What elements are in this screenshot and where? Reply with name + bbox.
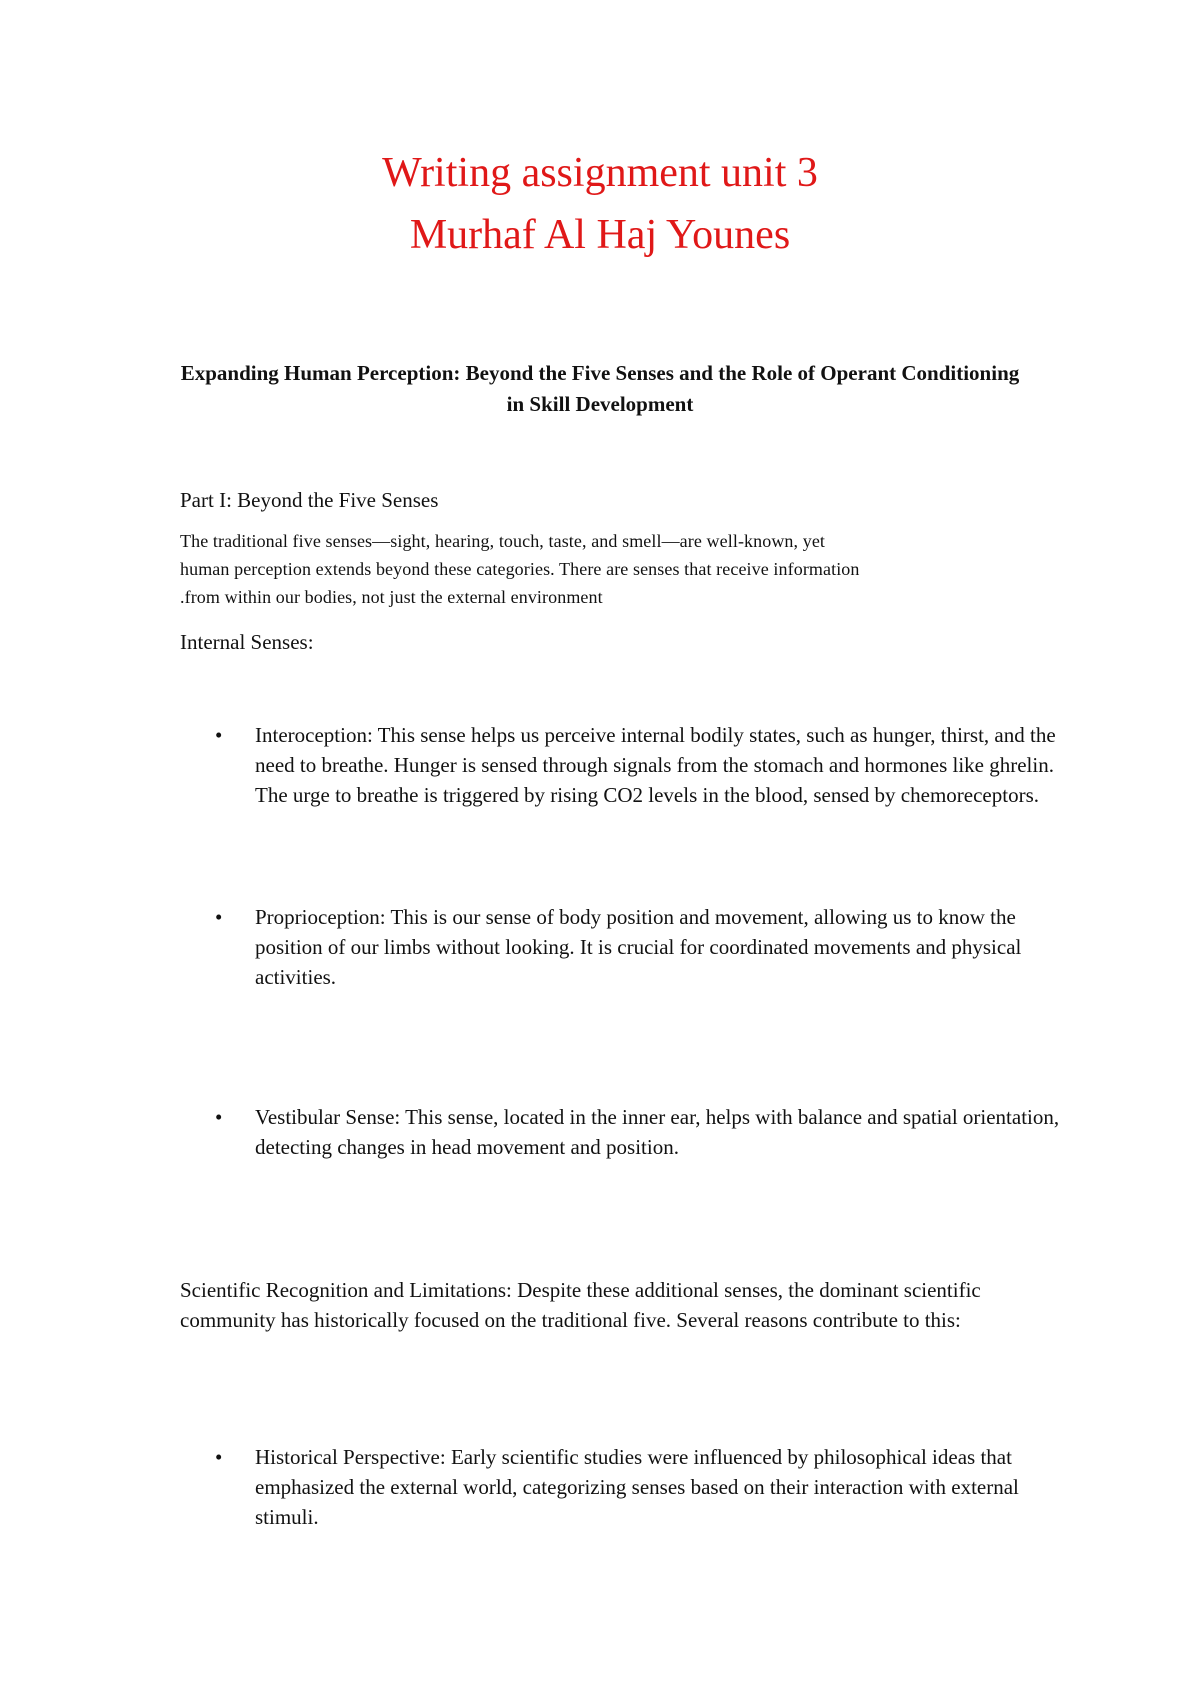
list-item-text: Proprioception: This is our sense of body position and movement, allowing us to know the position of our limbs without looking. It is crucial for coordinated movements and physical activities. [255,905,1022,989]
document-title-block [0,142,1200,266]
list-item-text: Interoception: This sense helps us perceive internal bodily states, such as hunger, thirst, and the need to breathe. Hunger is sensed through signals from the stomach and hormones like ghrelin. The urge to breathe is triggered by rising CO2 levels in the blood, sensed by chemoreceptors. [255,723,1056,807]
list-item-vestibular [215,1102,1075,1162]
part-one-title: Part I: Beyond the Five Senses [180,488,439,512]
essay-heading: Expanding Human Perception: Beyond the Five Senses and the Role of Operant Conditioning in Skill Development [180,361,1020,416]
list-item-text: Historical Perspective: Early scientific studies were influenced by philosophical ideas that emphasized the external world, categorizing senses based on their interaction with external stimuli. [255,1445,1019,1529]
intro-line: human perception extends beyond these categories. There are senses that receive information [180,559,860,579]
list-item-interoception [215,720,1075,810]
list-item-text: Vestibular Sense: This sense, located in the inner ear, helps with balance and spatial orientation, detecting changes in head movement and position. [255,1105,1060,1159]
intro-paragraph [180,527,1030,611]
recognition-paragraph: Scientific Recognition and Limitations: Despite these additional senses, the dominant scientific community has historically focused on the traditional five. Several reasons contribute to this: [180,1278,981,1332]
list-item-historical-perspective [215,1442,1075,1532]
intro-line: The traditional five senses—sight, hearing, touch, taste, and smell—are well-known, yet [180,531,826,551]
bullet-icon: • [215,723,223,747]
list-item-proprioception [215,902,1075,992]
bullet-icon: • [215,905,223,929]
bullet-icon: • [215,1105,223,1129]
assignment-title: Writing assignment unit 3 [382,150,818,196]
intro-line: .from within our bodies, not just the external environment [180,587,603,607]
bullet-icon: • [215,1445,223,1469]
internal-senses-title: Internal Senses: [180,630,314,654]
author-name: Murhaf Al Haj Younes [409,212,791,258]
